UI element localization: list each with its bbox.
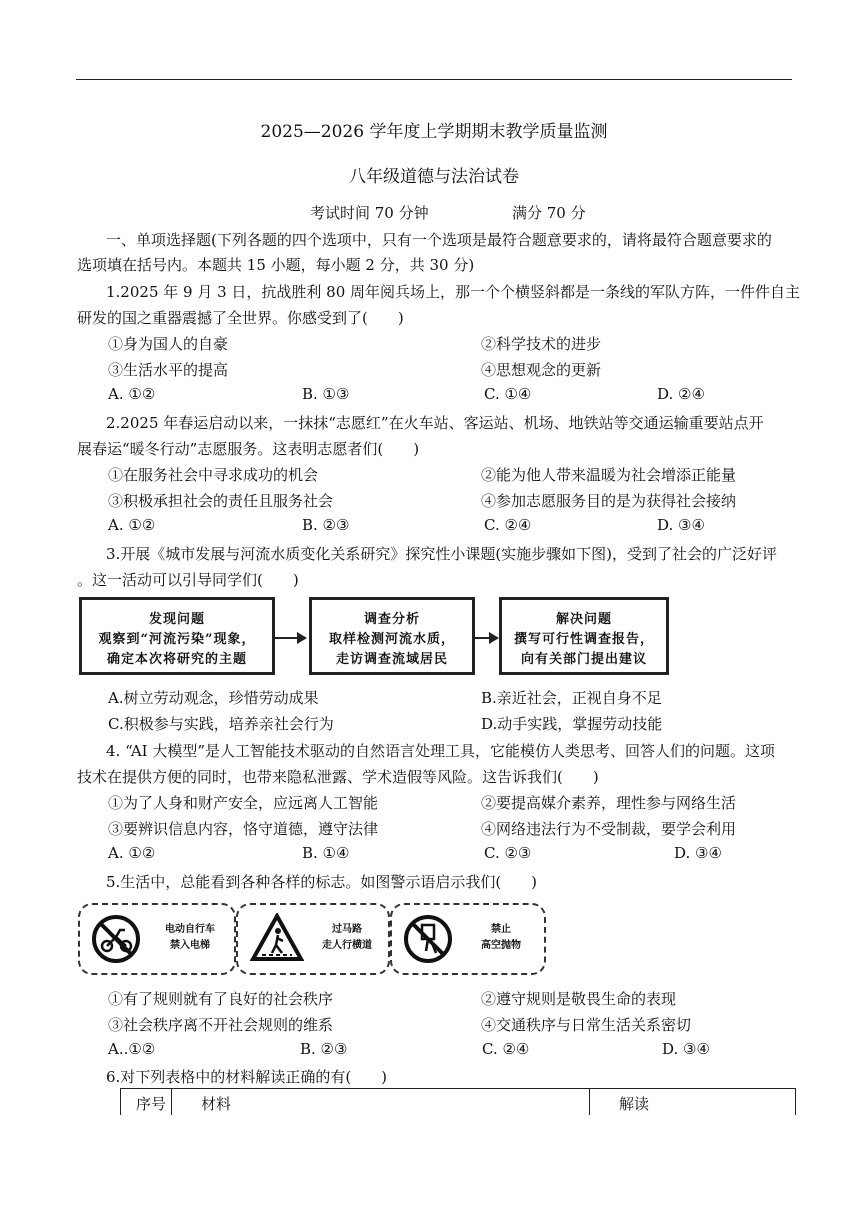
- sign-no-ebike: [78, 903, 236, 975]
- q5-option-b[interactable]: B. ②③: [300, 1040, 348, 1058]
- q2-option-b[interactable]: B. ②③: [302, 516, 350, 534]
- q3-option-b[interactable]: B.亲近社会，正视自身不足: [481, 689, 662, 707]
- table-divider: [171, 1089, 172, 1115]
- flow-step-title: 解决问题: [555, 612, 612, 627]
- q4-option-a[interactable]: A. ①②: [108, 844, 156, 862]
- q6-stem-line1: 6.对下列表格中的材料解读正确的有( ): [106, 1068, 388, 1086]
- q5-option-c[interactable]: C. ②④: [482, 1040, 530, 1058]
- q5-statement-4: ④交通秩序与日常生活关系密切: [481, 1016, 692, 1034]
- q4-statement-2: ②要提高媒介素养，理性参与网络生活: [481, 794, 737, 812]
- sign-label: 过马路: [332, 924, 362, 935]
- q2-stem-line1: 2.2025 年春运启动以来，一抹抹“志愿红”在火车站、客运站、机场、地铁站等交通运输重要站点开: [106, 414, 764, 432]
- q4-statement-3: ③要辨识信息内容，恪守道德，遵守法律: [108, 820, 379, 838]
- exam-subtitle: 八年级道德与法治试卷: [349, 167, 519, 187]
- q5-statement-3: ③社会秩序离不开社会规则的维系: [108, 1016, 334, 1034]
- exam-title: 2025—2026 学年度上学期期末教学质量监测: [260, 122, 608, 142]
- q1-stem-line2: 研发的国之重器震撼了全世界。你感受到了( ): [77, 309, 404, 327]
- flow-step-line: 观察到“河流污染”现象，: [98, 632, 256, 647]
- q4-statement-4: ④网络违法行为不受制裁，要学会利用: [481, 820, 737, 838]
- q3-stem-line2: 。这一活动可以引导同学们( ): [77, 571, 299, 589]
- q4-statement-1: ①为了人身和财产安全，应远离人工智能: [108, 794, 379, 812]
- q2-option-c[interactable]: C. ②④: [484, 516, 532, 534]
- section-instruction-line1: 一、单项选择题(下列各题的四个选项中，只有一个选项是最符合题意要求的，请将最符合题意要求的: [106, 231, 772, 249]
- q2-statement-3: ③积极承担社会的责任且服务社会: [108, 492, 334, 510]
- sign-label: 禁止: [491, 924, 511, 935]
- section-instruction-line2: 选项填在括号内。本题共 15 小题，每小题 2 分，共 30 分): [77, 256, 475, 274]
- sign-no-throwing: [390, 903, 546, 975]
- q4-stem-line2: 技术在提供方便的同时，也带来隐私泄露、学术造假等风险。这告诉我们( ): [77, 768, 599, 786]
- flow-step-title: 调查分析: [363, 612, 420, 627]
- q1-statement-4: ④思想观念的更新: [481, 361, 602, 379]
- q5-option-a[interactable]: A..①②: [108, 1040, 156, 1058]
- no-ebike-icon: [90, 913, 142, 965]
- exam-time: 考试时间 70 分钟: [310, 204, 429, 222]
- q3-option-d[interactable]: D.动手实践，掌握劳动技能: [481, 715, 663, 733]
- q2-statement-4: ④参加志愿服务目的是为获得社会接纳: [481, 492, 737, 510]
- flow-step-line: 撰写可行性调查报告，: [513, 632, 654, 647]
- table-divider: [589, 1089, 590, 1115]
- q5-statement-1: ①有了规则就有了良好的社会秩序: [108, 990, 334, 1008]
- q2-option-a[interactable]: A. ①②: [108, 516, 156, 534]
- sign-crosswalk: [236, 903, 390, 975]
- q1-option-d[interactable]: D. ②④: [657, 385, 705, 403]
- q3-stem-line1: 3.开展《城市发展与河流水质变化关系研究》探究性小课题(实施步骤如下图)，受到了社会的广泛好评: [106, 545, 778, 563]
- sign-label: 电动自行车: [165, 924, 215, 935]
- q1-option-b[interactable]: B. ①③: [302, 385, 350, 403]
- header-rule: [76, 79, 792, 80]
- flow-step-title: 发现问题: [148, 612, 205, 627]
- q5-stem-line1: 5.生活中，总能看到各种各样的标志。如图警示语启示我们( ): [106, 873, 538, 891]
- flow-arrow: [273, 637, 305, 639]
- q1-statement-2: ②科学技术的进步: [481, 335, 602, 353]
- q2-option-d[interactable]: D. ③④: [657, 516, 705, 534]
- q1-option-a[interactable]: A. ①②: [108, 385, 156, 403]
- q1-statement-1: ①身为国人的自豪: [108, 335, 229, 353]
- sign-label: 禁入电梯: [170, 940, 210, 951]
- q3-option-c[interactable]: C.积极参与实践，培养亲社会行为: [108, 715, 334, 733]
- flow-step-investigate: [309, 597, 475, 675]
- q1-option-c[interactable]: C. ①④: [484, 385, 532, 403]
- sign-label: 走人行横道: [322, 940, 372, 951]
- flow-step-discover: [79, 597, 275, 675]
- q5-option-d[interactable]: D. ③④: [662, 1040, 710, 1058]
- flow-step-line: 走访调查流域居民: [335, 652, 448, 667]
- q4-option-b[interactable]: B. ①④: [302, 844, 350, 862]
- sign-label: 高空抛物: [481, 940, 521, 951]
- q5-statement-2: ②遵守规则是敬畏生命的表现: [481, 990, 677, 1008]
- q4-option-d[interactable]: D. ③④: [674, 844, 722, 862]
- flow-step-solve: [499, 597, 669, 675]
- q1-stem-line1: 1.2025 年 9 月 3 日，抗战胜利 80 周年阅兵场上，那一个个横竖斜都是一条线的军队方阵，一件件自主: [106, 283, 801, 301]
- q6-table-header: [120, 1088, 796, 1115]
- flow-step-line: 向有关部门提出建议: [520, 652, 647, 667]
- q4-stem-line1: 4. “AI 大模型”是人工智能技术驱动的自然语言处理工具，它能模仿人类思考、回答人们的问题。这项: [106, 742, 776, 760]
- table-col-material: 材料: [201, 1095, 232, 1113]
- q2-statement-1: ①在服务社会中寻求成功的机会: [108, 466, 319, 484]
- q2-stem-line2: 展春运“暖冬行动”志愿服务。这表明志愿者们( ): [77, 440, 420, 458]
- flow-step-line: 取样检测河流水质，: [328, 632, 455, 647]
- q3-option-a[interactable]: A.树立劳动观念，珍惜劳动成果: [108, 689, 319, 707]
- flow-arrow: [473, 637, 497, 639]
- exam-score: 满分 70 分: [512, 204, 586, 222]
- q2-statement-2: ②能为他人带来温暖为社会增添正能量: [481, 466, 737, 484]
- q1-statement-3: ③生活水平的提高: [108, 361, 229, 379]
- no-throwing-icon: [402, 913, 454, 965]
- pedestrian-crossing-icon: [250, 913, 304, 963]
- table-col-interpretation: 解读: [619, 1095, 650, 1113]
- table-col-index: 序号: [136, 1095, 167, 1113]
- q4-option-c[interactable]: C. ②③: [484, 844, 532, 862]
- flow-step-line: 确定本次将研究的主题: [106, 652, 247, 667]
